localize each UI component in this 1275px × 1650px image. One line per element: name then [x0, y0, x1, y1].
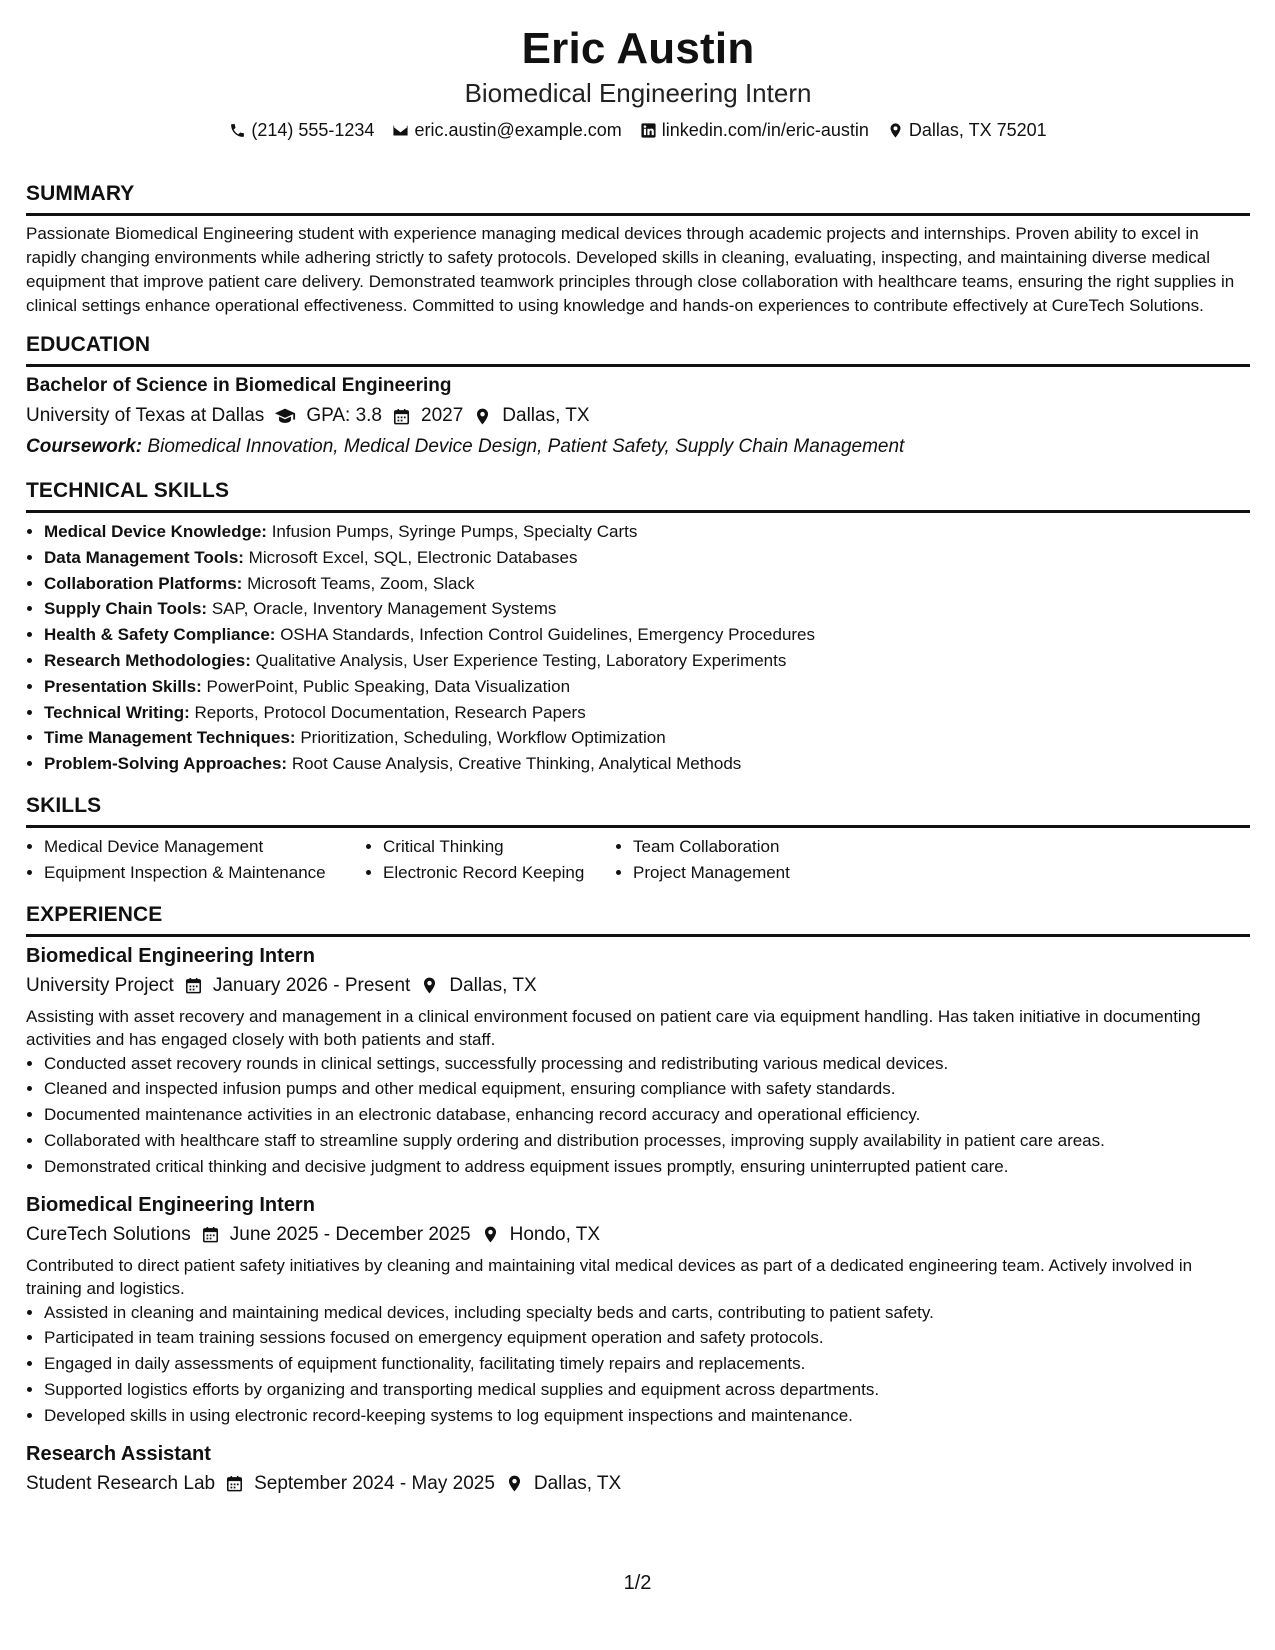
skills-grid [26, 834, 1250, 886]
grad-year: 2027 [421, 405, 464, 426]
job-org: CureTech Solutions [26, 1223, 191, 1245]
location-pin-icon [887, 122, 904, 139]
job-location-item [505, 1471, 621, 1497]
job-location: Dallas, TX [533, 1472, 622, 1494]
list-item [44, 519, 1250, 545]
skill-value: PowerPoint, Public Speaking, Data Visualization [206, 676, 571, 696]
job-title: Biomedical Engineering Intern [26, 1193, 315, 1216]
calendar-icon [201, 1225, 220, 1244]
job-location-item [481, 1222, 600, 1248]
location-pin-icon [473, 407, 492, 426]
school-location: Dallas, TX [502, 405, 590, 426]
list-item [44, 545, 1250, 571]
job-dates-item [201, 1222, 471, 1248]
grad-year-item [392, 403, 463, 429]
list-item: • Cleaned and inspected infusion pumps and other medical equipment, ensuring compliance with safety standards. [44, 1076, 1250, 1102]
list-item: • Demonstrated critical thinking and decisive judgment to address equipment issues promptly, ensuring uninterrupted patient care. [44, 1154, 1250, 1180]
skill-label: Problem-Solving Approaches: [44, 754, 288, 774]
resume-page [26, 0, 1250, 1497]
phone-icon [229, 122, 246, 139]
list-item: • Conducted asset recovery rounds in clinical settings, successfully processing and redistributing various medical devices. [44, 1051, 1250, 1077]
job-meta [26, 973, 1250, 999]
gpa-item [274, 403, 382, 429]
job-meta [26, 1471, 1250, 1497]
job-summary: Contributed to direct patient safety initiatives by cleaning and maintaining vital medical devices as part of a dedicated engineering team. Actively involved in training and logistics. [26, 1255, 1193, 1298]
list-item [44, 571, 1250, 597]
degree-title: Bachelor of Science in Biomedical Engineering [26, 375, 452, 396]
skills-column [365, 834, 615, 886]
location-pin-icon [481, 1225, 500, 1244]
list-item [44, 596, 1250, 622]
coursework-line [26, 434, 1250, 460]
list-item [44, 751, 1250, 777]
job-title: Research Assistant [26, 1442, 211, 1465]
experience-heading: EXPERIENCE [26, 902, 163, 926]
email-text[interactable]: eric.austin@example.com [414, 120, 622, 140]
skill-label: Research Methodologies: [44, 650, 251, 670]
technical-skills-section [26, 478, 1250, 777]
job-entry [26, 943, 1250, 1180]
skills-heading: SKILLS [26, 793, 102, 817]
list-item: • Developed skills in using electronic record-keeping systems to log equipment inspections and maintenance. [44, 1403, 1250, 1429]
summary-text: Passionate Biomedical Engineering student with experience managing medical devices through academic projects and internships. Proven ability to excel in rapidly changing environments while adhering strictly to safety protocols. Developed skills in cleaning, evaluating, inspecting, and maintaining diverse medical equipment that improve patient care delivery. Demonstrated teamwork principles through close collaboration with healthcare teams, ensuring the right supplies in clinical settings enhance operational effectiveness. Committed to using knowledge and hands-on experiences to contribute effectively at CureTech Solutions. [26, 224, 1235, 315]
job-bullets [26, 1051, 1250, 1180]
education-heading: EDUCATION [26, 333, 151, 356]
section-divider [26, 364, 1250, 367]
list-item: • Assisted in cleaning and maintaining medical devices, including specialty beds and carts, contributing to patient safety. [44, 1300, 1250, 1326]
education-section [26, 332, 1250, 460]
linkedin-text[interactable]: linkedin.com/in/eric-austin [661, 120, 869, 140]
job-dates: January 2026 - Present [212, 974, 411, 996]
list-item: • Project Management [633, 860, 790, 886]
list-item [44, 700, 1250, 726]
skill-value: Microsoft Excel, SQL, Electronic Databases [248, 547, 578, 567]
experience-section [26, 902, 1250, 1497]
school-location-item [473, 403, 589, 429]
phone-text: (214) 555-1234 [251, 120, 375, 140]
contact-phone [229, 119, 374, 141]
list-item [44, 674, 1250, 700]
calendar-icon [225, 1474, 244, 1493]
list-item: • Critical Thinking [383, 834, 615, 860]
graduation-cap-icon [274, 405, 296, 427]
skills-column [26, 834, 365, 886]
list-item: • Documented maintenance activities in an electronic database, enhancing record accuracy and operational efficiency. [44, 1102, 1250, 1128]
list-item: • Electronic Record Keeping [383, 860, 615, 886]
skill-value: Prioritization, Scheduling, Workflow Optimization [300, 728, 666, 748]
job-org: Student Research Lab [26, 1472, 216, 1494]
list-item: • Supported logistics efforts by organizing and transporting medical supplies and equipment across departments. [44, 1377, 1250, 1403]
list-item [44, 648, 1250, 674]
coursework-label: Coursework: [26, 436, 143, 457]
skill-label: Collaboration Platforms: [44, 573, 243, 593]
technical-skills-heading: TECHNICAL SKILLS [26, 479, 230, 502]
skill-value: Infusion Pumps, Syringe Pumps, Specialty Carts [271, 522, 638, 541]
location-pin-icon [505, 1474, 524, 1493]
skill-label: Data Management Tools: [44, 547, 244, 567]
list-item: • Collaborated with healthcare staff to streamline supply ordering and distribution processes, improving supply availability in patient care areas. [44, 1128, 1250, 1154]
section-divider [26, 510, 1250, 513]
section-divider [26, 934, 1250, 937]
skill-value: OSHA Standards, Infection Control Guidelines, Emergency Procedures [280, 625, 816, 645]
job-dates-item [184, 973, 411, 999]
skill-label: Presentation Skills: [44, 676, 202, 696]
location-pin-icon [420, 976, 439, 995]
job-bullets [26, 1300, 1250, 1429]
school-name: University of Texas at Dallas [26, 405, 265, 426]
coursework-list: Biomedical Innovation, Medical Device Design, Patient Safety, Supply Chain Management [147, 436, 905, 457]
job-title: Biomedical Engineering Intern [26, 944, 315, 967]
job-location: Dallas, TX [449, 974, 537, 996]
skill-value: Root Cause Analysis, Creative Thinking, Analytical Methods [291, 754, 742, 774]
skill-value: Reports, Protocol Documentation, Research Papers [194, 702, 586, 722]
skill-value: Qualitative Analysis, User Experience Testing, Laboratory Experiments [255, 650, 787, 670]
skills-section [26, 793, 1250, 886]
location-text: Dallas, TX 75201 [908, 120, 1047, 140]
contact-location [887, 119, 1047, 141]
mail-icon [392, 122, 409, 139]
summary-heading: SUMMARY [26, 182, 135, 205]
education-meta [26, 403, 1250, 429]
calendar-icon [184, 976, 203, 995]
job-location-item [420, 973, 536, 999]
job-summary: Assisting with asset recovery and management in a clinical environment focused on patient care via equipment handling. Has taken initiative in documenting activities and has engaged closely with both patients and staff. [26, 1006, 1201, 1049]
job-entry [26, 1441, 1250, 1497]
job-entry [26, 1192, 1250, 1429]
job-dates-item [225, 1471, 495, 1497]
job-meta [26, 1222, 1250, 1248]
contact-bar [26, 119, 1250, 141]
skill-label: Health & Safety Compliance: [44, 625, 276, 645]
skill-label: Time Management Techniques: [44, 728, 296, 748]
skills-column [615, 834, 790, 886]
contact-email[interactable] [392, 119, 621, 141]
list-item [44, 622, 1250, 648]
job-dates: June 2025 - December 2025 [229, 1223, 471, 1245]
skill-value: SAP, Oracle, Inventory Management Systems [211, 599, 557, 619]
summary-section [26, 181, 1250, 318]
page-number: 1/2 [623, 1572, 652, 1594]
list-item: • Team Collaboration [633, 834, 790, 860]
section-divider [26, 825, 1250, 828]
job-org: University Project [26, 974, 174, 996]
list-item: • Equipment Inspection & Maintenance [44, 860, 365, 886]
gpa-text: GPA: 3.8 [306, 405, 382, 426]
candidate-name: Eric Austin [521, 24, 755, 73]
linkedin-icon [640, 122, 657, 139]
contact-linkedin[interactable] [640, 119, 869, 141]
list-item [44, 725, 1250, 751]
calendar-icon [392, 407, 411, 426]
skill-label: Medical Device Knowledge: [44, 522, 267, 541]
job-dates: September 2024 - May 2025 [254, 1472, 495, 1494]
skill-value: Microsoft Teams, Zoom, Slack [247, 573, 475, 593]
skill-label: Supply Chain Tools: [44, 599, 208, 619]
technical-skills-list [26, 519, 1250, 777]
skill-label: Technical Writing: [44, 702, 190, 722]
section-divider [26, 213, 1250, 216]
list-item: • Engaged in daily assessments of equipment functionality, facilitating timely repairs and replacements. [44, 1351, 1250, 1377]
candidate-title: Biomedical Engineering Intern [464, 78, 812, 108]
job-location: Hondo, TX [509, 1223, 601, 1245]
list-item: • Medical Device Management [44, 834, 365, 860]
resume-header [26, 26, 1250, 141]
list-item: • Participated in team training sessions focused on emergency equipment operation and safety protocols. [44, 1325, 1250, 1351]
